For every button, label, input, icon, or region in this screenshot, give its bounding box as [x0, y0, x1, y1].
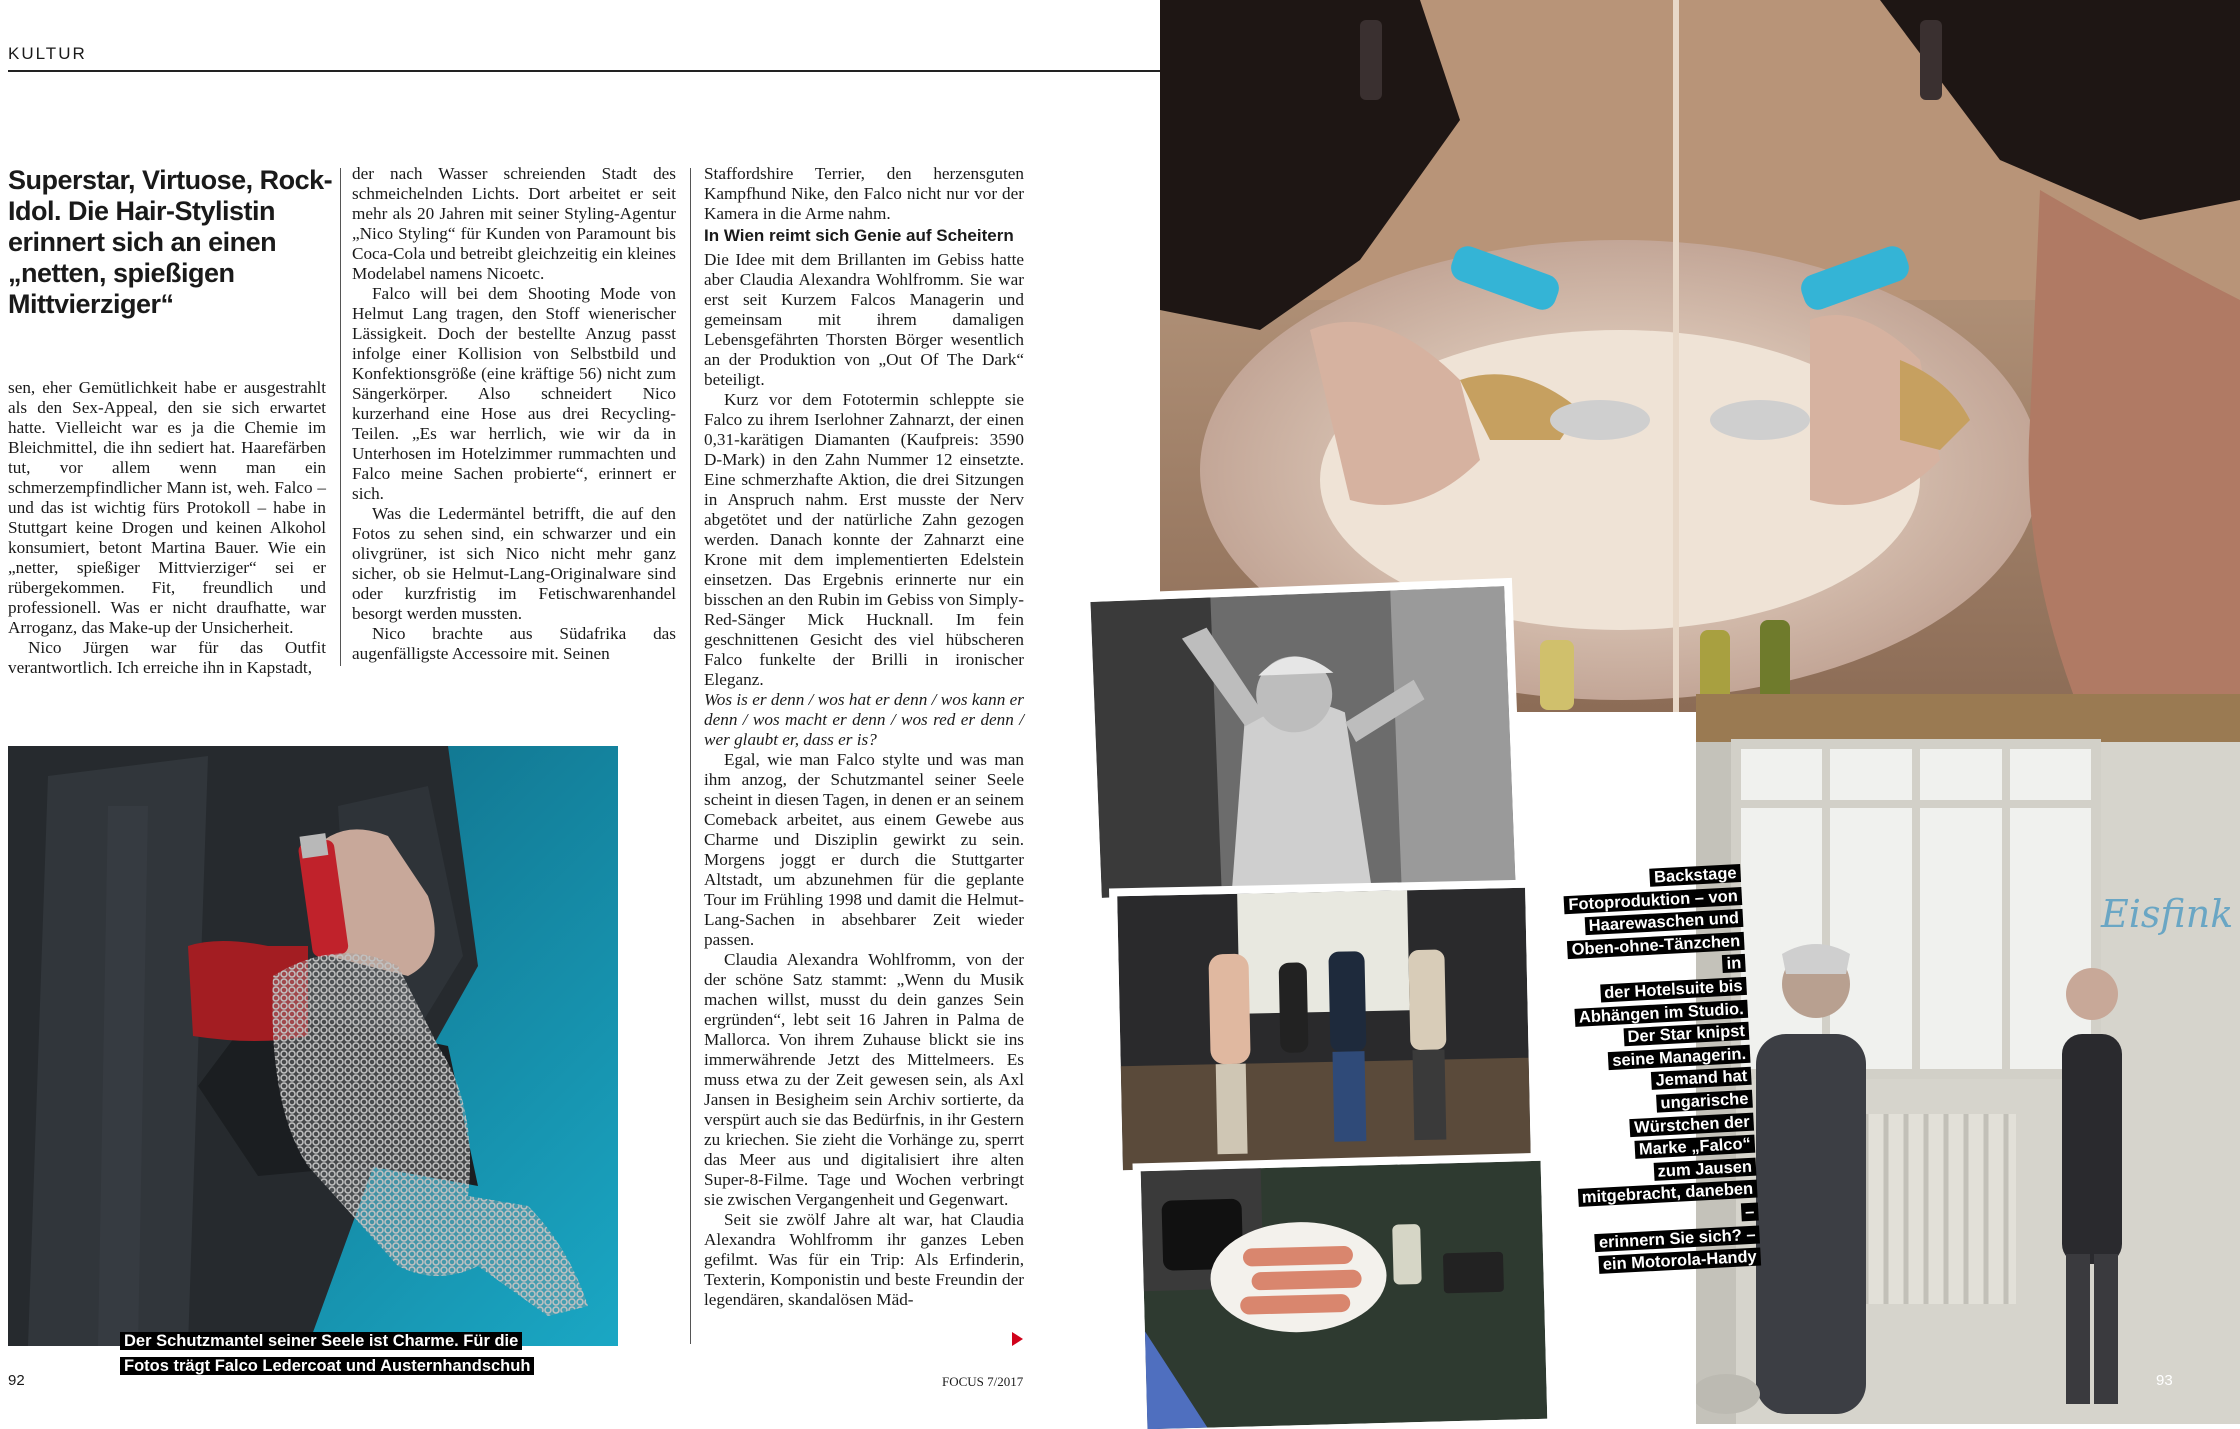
paragraph: Nico brachte aus Südafrika das augenfälligste Accessoire mit. Seinen	[352, 624, 676, 663]
paragraph: Egal, wie man Falco stylte und was man ihm anzog, der Schutzmantel seiner Seele scheint in diesen Tagen, in denen er an seinem Comeback arbeitet, aus einem Gewebe aus Charme und Disziplin gewirkt zu sein. Morgens joggt er durch die Stuttgarter Altstadt, um abzunehmen für die geplante Tour im Frühling 1998 und damit die Helmut-Lang-Sachen in absehbarer Zeit wieder passen.	[704, 750, 1024, 949]
caption-line: Haarewaschen und	[1584, 909, 1743, 935]
paragraph: Kurz vor dem Fototermin schleppte sie Falco zu ihrem Iserlohner Zahnarzt, der einen 0,31-karätigen Diamanten (Kaufpreis: 3590 D-Mark) in den Zahn Nummer 12 einsetzte. Eine schmerzhafte Aktion, die drei Sitzungen in Anspruch nahm. Erst musste der Nerv abgetötet und der natürliche Zahn gezogen werden. Danach konnte der Zahnarzt eine Krone mit dem implementierten Edelstein einsetzen. Das Ergebnis erinnerte nur ein bisschen an den Rubin im Gebiss von Simply-Red-Sänger Mick Hucknall. Im fein geschnittenen Gesicht des viel hübscheren Falco funkelte der Brilli in ironischer Eleganz.	[704, 390, 1024, 689]
photo-studio-window	[1696, 694, 2240, 1424]
subheading: In Wien reimt sich Genie auf Scheitern	[704, 226, 1014, 245]
paragraph: Staffordshire Terrier, den herzensguten Kampfhund Nike, den Falco nicht nur vor der Kamera in die Arme nahm.	[704, 164, 1024, 223]
photo-sausages-table	[1141, 1161, 1548, 1429]
photo-shirtless-dance	[1090, 586, 1515, 898]
caption-line: Marke „Falco“	[1635, 1135, 1756, 1159]
headline: Superstar, Virtuose, Rock-Idol. Die Hair-Stylistin erinnert sich an einen „netten, spießigen Mittvierziger“	[8, 165, 333, 319]
paragraph: Seit sie zwölf Jahre alt war, hat Claudia Alexandra Wohlfromm ihr ganzes Leben gefilmt. Was für ein Trip: Als Erfinderin, Texterin, Komponistin und beste Freundin der legendären, skandalösen Mäd-	[704, 1210, 1024, 1309]
studio-illustration	[1117, 888, 1531, 1170]
glove-illustration	[8, 746, 618, 1346]
caption-line: seine Managerin.	[1608, 1044, 1751, 1069]
article-column-1	[8, 378, 326, 678]
caption-line: ein Motorola-Handy	[1598, 1248, 1761, 1274]
paragraph: Claudia Alexandra Wohlfromm, von der der schöne Satz stammt: „Wenn du Musik machen willst, musst du dein ganzes Sein ergründen“, lebt seit 16 Jahren in Palma de Mallorca. Von ihrem Zuhause blickt sie ins immerwährende Jetzt des Mittelmeers. Es muss etwa zu der Zeit gewesen sein, als Axl Jansen in Besigheim sein Archiv sortierte, da verspürt auch sie das Bedürfnis, in ihr Gestern zu kriechen. Sie zieht die Vorhänge zu, sperrt das Meer aus und digitalisiert ihre alten Super-8-Filme. Tage und Wochen verbringt sie zwischen Vergangenheit und Gegenwart.	[704, 950, 1024, 1209]
lyric-quote: Wos is er denn / wos hat er denn / wos kann er denn / wos macht er denn / wos red er denn / wer glaubt er, dass er is?	[704, 690, 1024, 749]
caption-line: zum Jausen	[1653, 1157, 1756, 1180]
dance-illustration	[1090, 586, 1515, 898]
paragraph: Falco will bei dem Shooting Mode von Helmut Lang tragen, den Stoff wienerischer Lässigkeit. Doch der bestellte Anzug passt infolge einer Kollision von Selbstbild und Konfektionsgröße (eine kräftige 56) nicht zum Sängerkörper. Also schneidert Nico kurzerhand eine Hose aus drei Recycling-Teilen. „Es war herrlich, wie wir da in Unterhosen im Hotelzimmer rummachten und Falco meine Sachen probierte“, erinnert er sich.	[352, 284, 676, 503]
column-divider	[690, 168, 691, 1344]
photo-glove	[8, 746, 618, 1346]
paragraph: Nico Jürgen war für das Outfit verantwortlich. Ich erreiche ihn in Kapstadt,	[8, 638, 326, 677]
caption-line: Der Schutzmantel seiner Seele ist Charme. Für die	[120, 1332, 522, 1350]
paragraph: Die Idee mit dem Brillanten im Gebiss hatte aber Claudia Alexandra Wohlfromm. Sie war erst seit Kurzem Falcos Managerin und gemeinsam mit ihrem damaligen Lebensgefährten Thorsten Börger wesentlich an der Produktion von „Out Of The Dark“ beteiligt.	[704, 250, 1024, 389]
caption-line: Der Star knipst	[1623, 1022, 1749, 1047]
caption-line: Backstage	[1650, 864, 1741, 887]
wall-sign: Eisfink	[2101, 892, 2234, 936]
caption-backstage	[1560, 862, 1761, 1278]
photo-studio-group	[1117, 888, 1531, 1170]
caption-glove	[120, 1329, 540, 1379]
paragraph: sen, eher Gemütlichkeit habe er ausgestrahlt als den Sex-Appeal, den sie sich erwartet hatte. Vielleicht war es ja die Chemie im Bleichmittel, die ihn sediert hat. Haarefärben tut, vor allem wenn man ein schmerzempfindlicher Mann ist, weh. Falco – und das ist wichtig fürs Protokoll – habe in Stuttgart keine Drogen und keinen Alkohol konsumiert, betont Martina Bauer. Wie ein „netter, spießiger Mittvierziger“ sei er rübergekommen. Fit, freundlich und professionell. Was er nicht draufhatte, war Arroganz, das Make-up der Unsicherheit.	[8, 378, 326, 637]
caption-line: Oben-ohne-Tänzchen in	[1567, 932, 1746, 974]
article-column-2	[352, 164, 676, 664]
caption-line: mitgebracht, daneben –	[1577, 1180, 1758, 1221]
page-number-right: 93	[2156, 1372, 2173, 1389]
paragraph: der nach Wasser schreienden Stadt des schmeichelnden Lichts. Dort arbeitet er seit mehr als 20 Jahren mit seiner Styling-Agentur „Nico Styling“ für Kunden von Paramount bis Coca-Cola und betreibt gleichzeitig ein kleines Modelabel namens Nicoetc.	[352, 164, 676, 283]
caption-line: erinnern Sie sich? –	[1594, 1225, 1760, 1252]
page-number-left: 92	[8, 1372, 25, 1389]
caption-line: Abhängen im Studio.	[1574, 999, 1748, 1026]
caption-line: Fotoproduktion – von	[1564, 887, 1742, 914]
section-label: KULTUR	[8, 44, 87, 63]
table-illustration	[1141, 1161, 1548, 1429]
column-divider	[340, 168, 341, 666]
article-column-3	[704, 164, 1024, 1310]
caption-line: Würstchen der	[1630, 1112, 1754, 1136]
caption-line: Jemand hat ungarische	[1651, 1067, 1753, 1113]
paragraph: Was die Ledermäntel betrifft, die auf den Fotos zu sehen sind, ein schwarzer und ein olivgrüner, ist sich Nico nicht mehr ganz sicher, ob sie Helmut-Lang-Originalware sind oder kurzfristig im Fetischwarenhandel besorgt werden mussten.	[352, 504, 676, 623]
magazine-footer: FOCUS 7/2017	[942, 1374, 1024, 1389]
header-rule	[8, 70, 1160, 72]
window-illustration	[1696, 694, 2240, 1424]
caption-line: der Hotelsuite bis	[1600, 977, 1747, 1003]
continue-arrow-icon	[1012, 1332, 1023, 1346]
caption-line: Fotos trägt Falco Ledercoat und Austernhandschuh	[120, 1357, 534, 1375]
